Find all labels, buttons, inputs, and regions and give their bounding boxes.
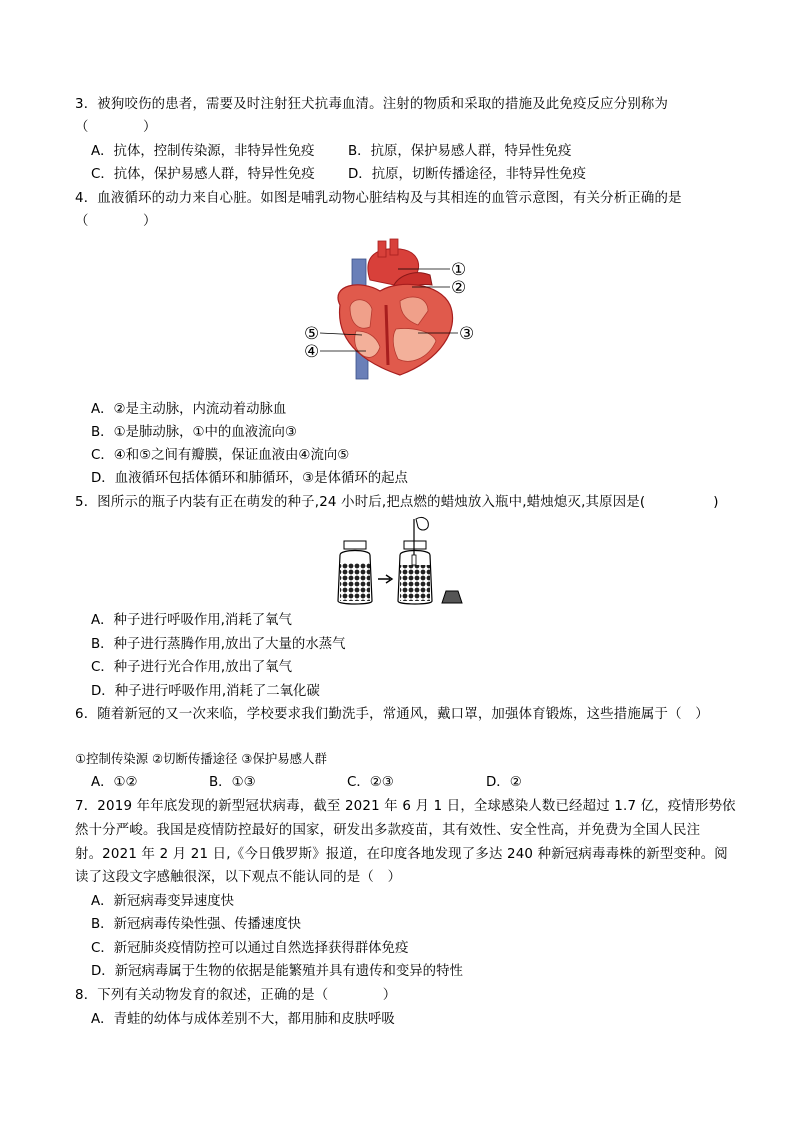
- label-1: ①: [451, 260, 467, 280]
- aorta-branch-2: [390, 239, 398, 255]
- aorta-branch-1: [378, 241, 386, 257]
- label-5: ⑤: [304, 324, 320, 344]
- hand-icon: [416, 517, 428, 530]
- q5-stem: 5．图所示的瓶子内装有正在萌发的种子,24 小时后,把点燃的蜡烛放入瓶中,蜡烛熄灭,其原因是( ): [75, 495, 719, 510]
- q3-option-a: A．抗体，控制传染源，非特异性免疫: [91, 144, 315, 159]
- q6-choices: ①控制传染源 ②切断传播途径 ③保护易感人群: [75, 751, 327, 766]
- q8-option-a: A．青蛙的幼体与成体差别不大，都用肺和皮肤呼吸: [91, 1012, 395, 1027]
- q5-option-c: C．种子进行光合作用,放出了氧气: [91, 660, 293, 675]
- label-2: ②: [451, 278, 467, 298]
- q7-option-c: C．新冠肺炎疫情防控可以通过自然选择获得群体免疫: [91, 941, 409, 956]
- q4-option-a: A．②是主动脉，内流动着动脉血: [91, 402, 287, 417]
- q3-stem: 3．被狗咬伤的患者，需要及时注射狂犬抗毒血清。注射的物质和采取的措施及此免疫反应分别称为: [75, 97, 669, 112]
- q7-option-a: A．新冠病毒变异速度快: [91, 894, 235, 909]
- arrow-icon: [378, 575, 392, 583]
- jar-2-seeds: [400, 565, 430, 601]
- q3-bracket: （ ）: [75, 120, 157, 135]
- label-3: ③: [459, 324, 475, 344]
- jar-2-neck: [404, 541, 426, 549]
- q6-stem: 6．随着新冠的又一次来临，学校要求我们勤洗手，常通风，戴口罩，加强体育锻炼，这些措施属于（ ）: [75, 707, 709, 722]
- seed-jar-diagram: [330, 515, 470, 610]
- q3-option-b: B．抗原，保护易感人群，特异性免疫: [348, 144, 572, 159]
- jar-1-lid: [344, 541, 366, 549]
- q4-stem: 4．血液循环的动力来自心脏。如图是哺乳动物心脏结构及与其相连的血管示意图，有关分析正确的是: [75, 191, 682, 206]
- q4-option-c: C．④和⑤之间有瓣膜，保证血液由④流向⑤: [91, 448, 350, 463]
- q7-line-3: 射。2021 年 2 月 21 日,《今日俄罗斯》报道，在印度各地发现了多达 240 种新冠病毒毒株的新型变种。阅: [75, 847, 728, 862]
- q7-line-4: 读了这段文字感触很深，以下观点不能认同的是（ ）: [75, 870, 402, 885]
- q4-option-b: B．①是肺动脉，①中的血液流向③: [91, 425, 297, 440]
- q3-option-c: C．抗体，保护易感人群，特异性免疫: [91, 167, 315, 182]
- q7-option-d: D．新冠病毒属于生物的依据是能繁殖并具有遗传和变异的特性: [91, 964, 463, 979]
- q8-stem: 8．下列有关动物发育的叙述，正确的是（ ）: [75, 988, 397, 1003]
- q6-option-b: B．①③: [209, 775, 256, 790]
- heart-diagram: [300, 235, 500, 385]
- q6-option-d: D．②: [486, 775, 522, 790]
- q6-option-c: C．②③: [347, 775, 394, 790]
- jar-lid: [442, 591, 462, 603]
- q5-option-b: B．种子进行蒸腾作用,放出了大量的水蒸气: [91, 637, 346, 652]
- septum: [386, 305, 388, 365]
- q4-option-d: D．血液循环包括体循环和肺循环，③是体循环的起点: [91, 471, 408, 486]
- q4-bracket: （ ）: [75, 214, 157, 229]
- q3-option-d: D．抗原，切断传播途径，非特异性免疫: [348, 167, 586, 182]
- q5-option-a: A．种子进行呼吸作用,消耗了氧气: [91, 613, 292, 628]
- jar-1-seeds: [340, 563, 370, 601]
- q7-line-2: 然十分严峻。我国是疫情防控最好的国家，研发出多款疫苗，其有效性、安全性高，并免费为全国人民注: [75, 823, 701, 838]
- q6-option-a: A．①②: [91, 775, 138, 790]
- q5-option-d: D．种子进行呼吸作用,消耗了二氧化碳: [91, 684, 320, 699]
- candle: [412, 555, 416, 565]
- label-4: ④: [304, 342, 320, 362]
- q7-option-b: B．新冠病毒传染性强、传播速度快: [91, 917, 302, 932]
- q7-line-1: 7．2019 年年底发现的新型冠状病毒，截至 2021 年 6 月 1 日，全球感染人数已经超过 1.7 亿，疫情形势依: [75, 799, 736, 814]
